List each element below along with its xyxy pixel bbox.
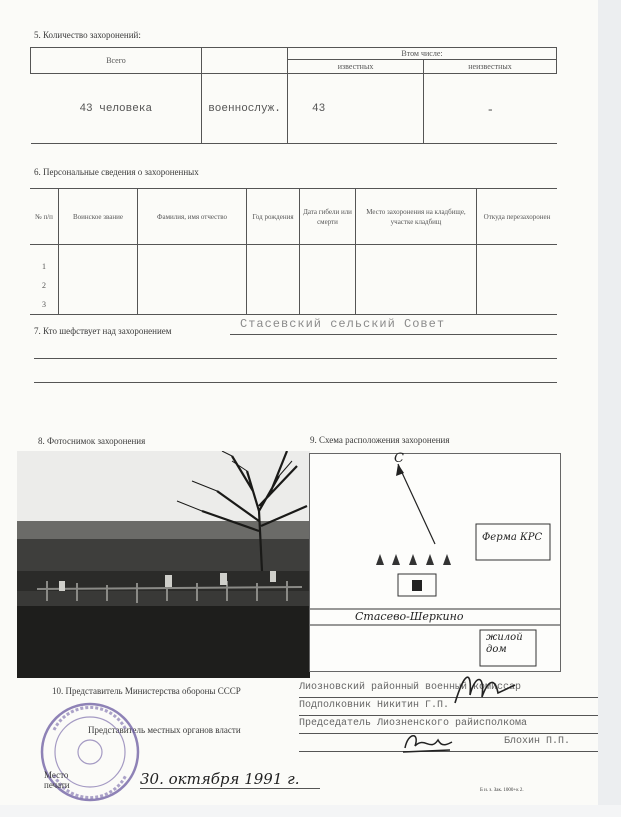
- known-value: 43: [288, 74, 424, 144]
- unknown-value: -: [424, 74, 557, 144]
- header-including: Втом числе:: [288, 48, 557, 60]
- col-rank: Воинское звание: [59, 189, 138, 245]
- blank-line-2: [34, 382, 557, 383]
- rep-line-4: Блохин П.П.: [504, 736, 571, 747]
- total-value: 43 человека: [31, 74, 202, 144]
- seal-place-label: Место печати: [44, 770, 70, 790]
- burial-photo: [17, 451, 310, 678]
- header-known: известных: [288, 60, 424, 74]
- patron-value: Стасевский сельский Совет: [240, 317, 446, 331]
- print-mark: Б и. з. Зак. 1000+к 2.: [480, 788, 524, 793]
- north-label: С: [394, 451, 404, 466]
- section8-title: 8. Фотоснимок захоронения: [38, 436, 146, 446]
- row-numbers: 1 2 3: [30, 245, 59, 315]
- header-total: Всего: [31, 48, 202, 74]
- farm-label: Ферма КРС: [482, 532, 543, 543]
- house-label: жилой дом: [486, 632, 523, 655]
- section10-local-label: Представитель местных органов власти: [88, 725, 241, 735]
- category-value: военнослуж.: [202, 74, 288, 144]
- col-number: № п/п: [30, 189, 59, 245]
- rep-line-1: Лиозновский районный военный комиссар: [299, 682, 522, 693]
- road-label: Стасево-Шеркино: [355, 610, 464, 623]
- signing-date: 30. октября 1991 г.: [140, 770, 300, 788]
- grave-markers: [376, 554, 451, 565]
- col-name: Фамилия, имя отчество: [138, 189, 247, 245]
- burial-photo-image: [17, 451, 310, 678]
- header-unknown: неизвестных: [424, 60, 557, 74]
- col-death-date: Дата гибели или смерти: [300, 189, 356, 245]
- signature-1: [450, 665, 520, 710]
- north-arrow: [398, 464, 435, 544]
- patron-line: [230, 334, 557, 335]
- personal-info-table: [30, 188, 557, 315]
- rep-line-3: Председатель Лиозненского райисполкома: [299, 718, 528, 729]
- signature-2: [400, 728, 455, 758]
- col-reburied-from: Откуда перезахоронен: [477, 189, 558, 245]
- section6-title: 6. Персональные сведения о захороненных: [34, 167, 199, 177]
- burial-count-table: [30, 47, 557, 144]
- section10-mo-label: 10. Представитель Министерства обороны СССР: [52, 686, 241, 696]
- section9-title: 9. Схема расположения захоронения: [310, 435, 450, 445]
- blank-line-1: [34, 358, 557, 359]
- col-birth-year: Год рождения: [247, 189, 300, 245]
- location-scheme: [309, 453, 561, 672]
- rep-line-2: Подполковник Никитин Г.П.: [299, 700, 450, 711]
- section7-label: 7. Кто шефствует над захоронением: [34, 326, 172, 336]
- section5-title: 5. Количество захоронений:: [34, 30, 141, 40]
- bottom-strip: [0, 805, 621, 817]
- col-burial-place: Место захоронения на кладбище, участке кладбищ: [356, 189, 477, 245]
